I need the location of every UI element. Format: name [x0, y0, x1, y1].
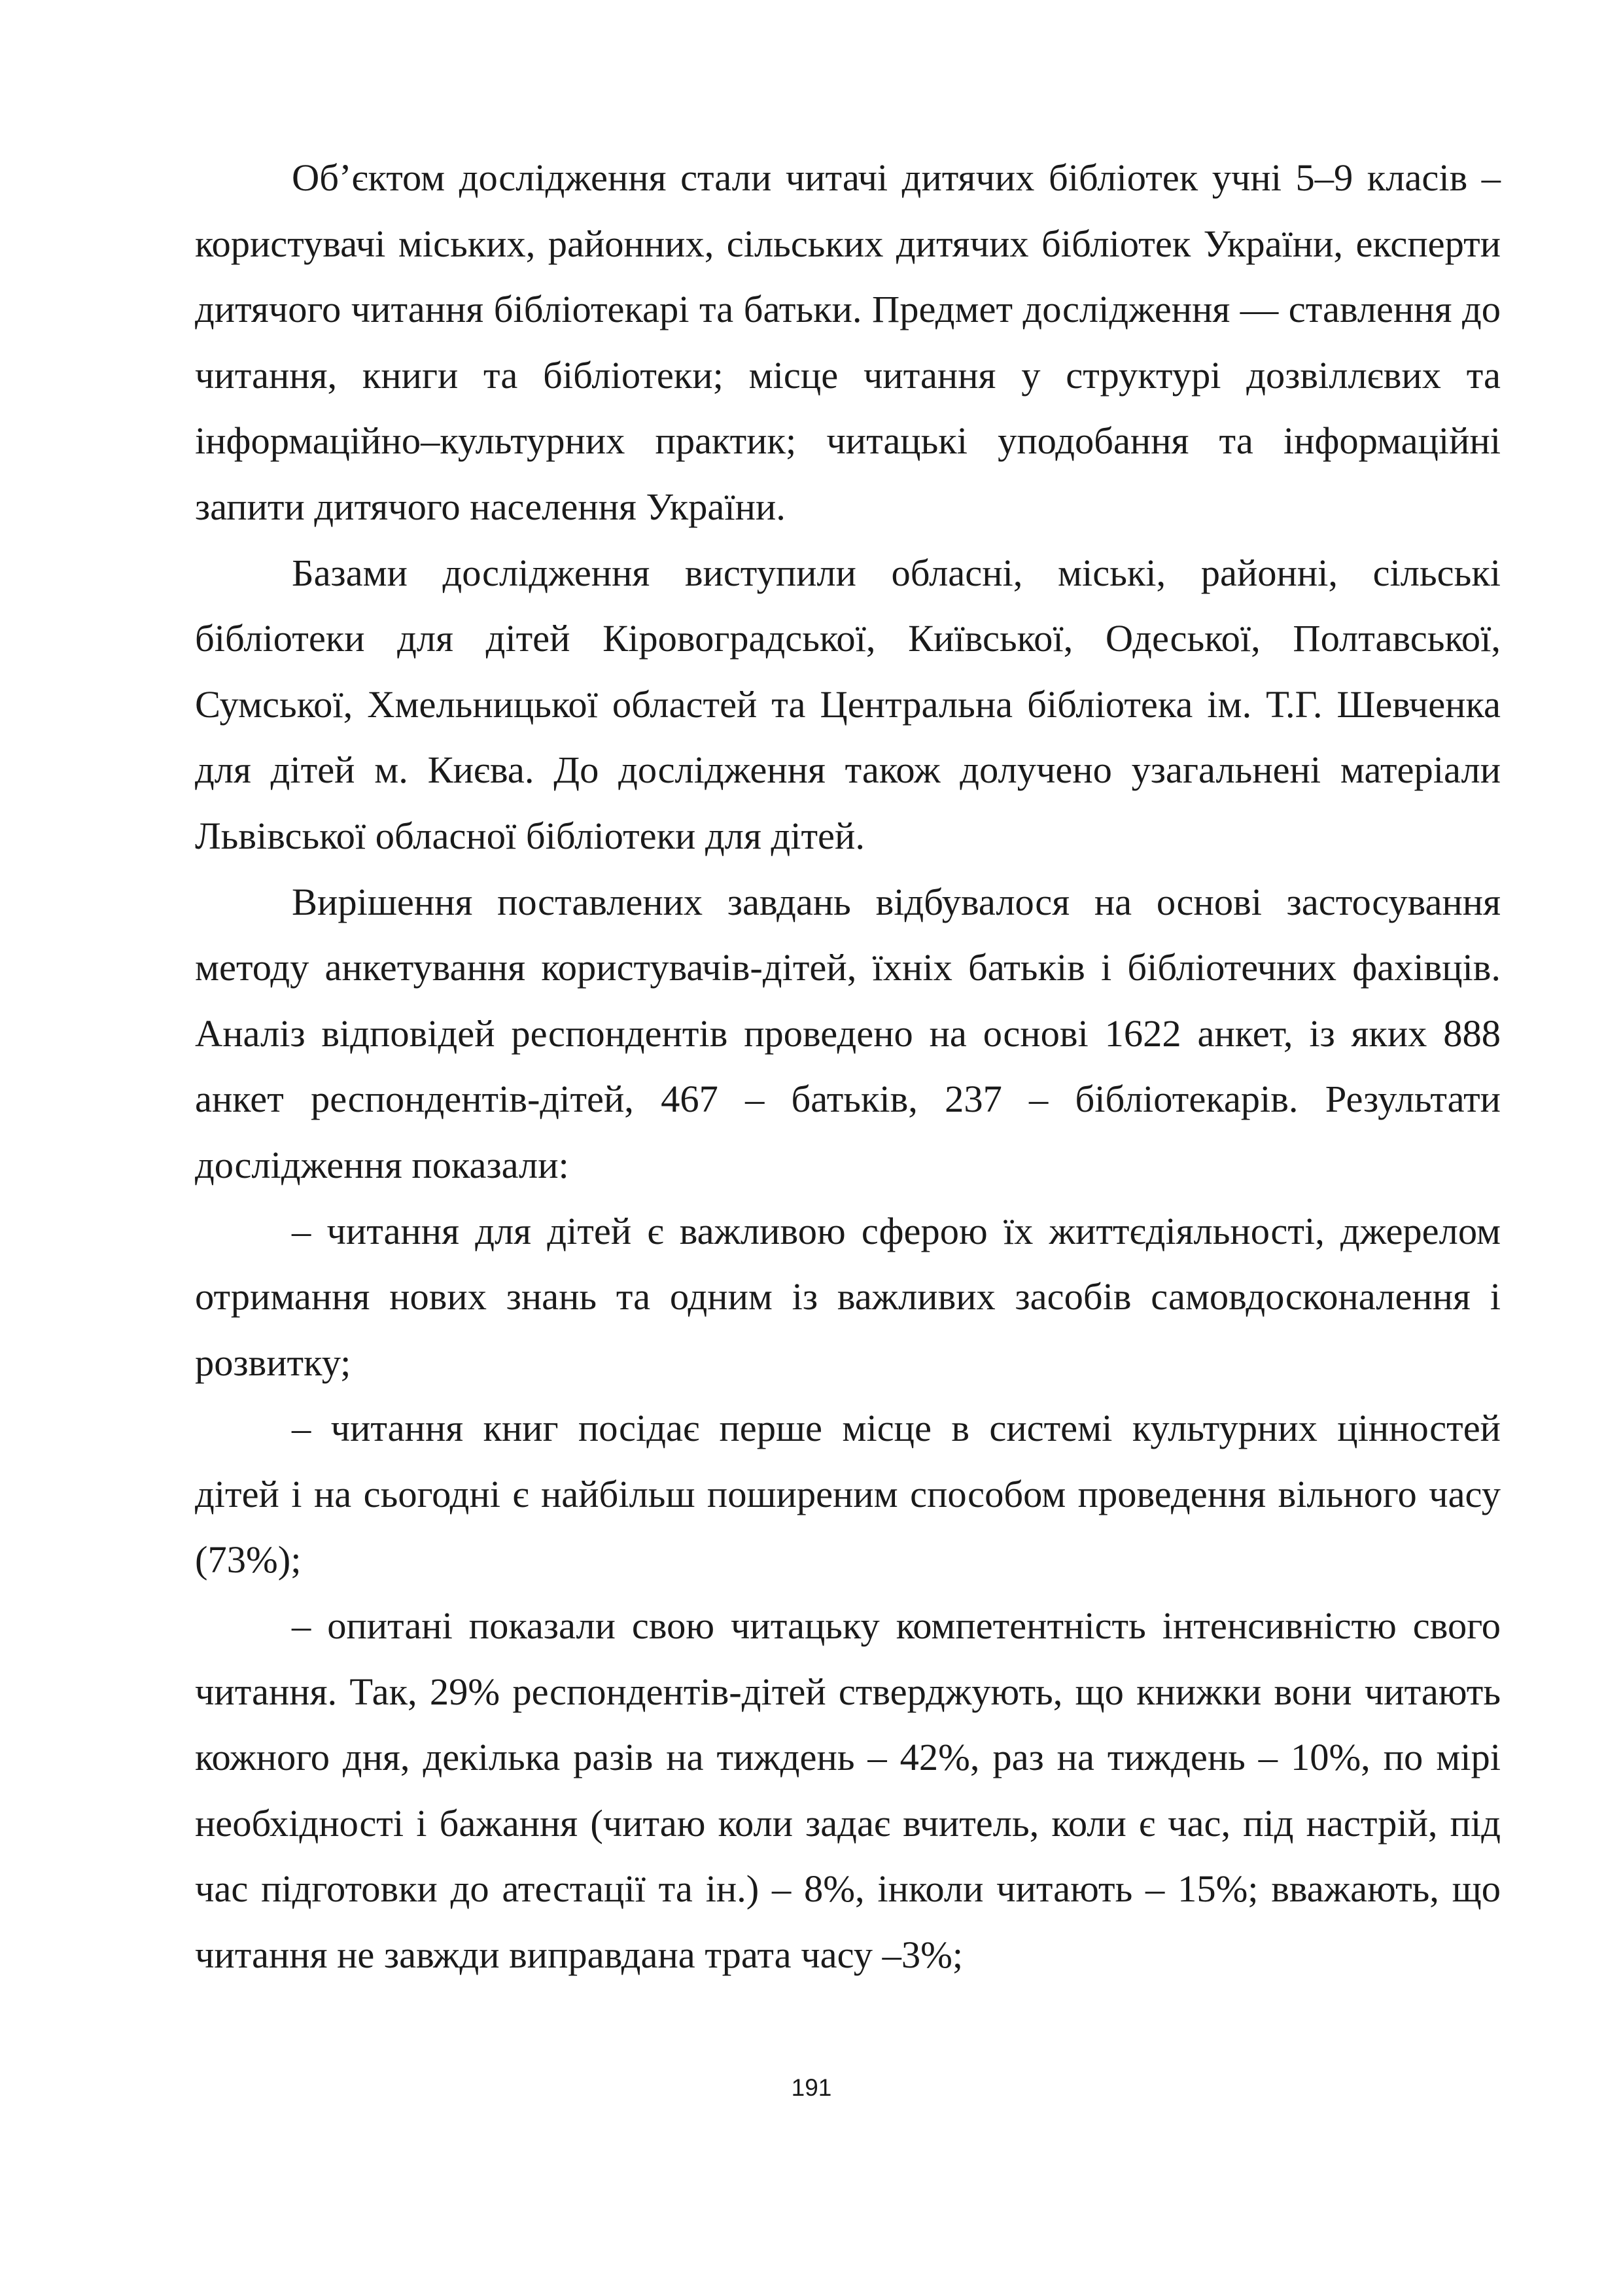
list-item-reading-leisure: – читання книг посідає перше місце в системі культурних цінностей дітей і на сьогодні є найбільш поширеним способом проведення вільного часу (73%); — [195, 1407, 1501, 1581]
list-item-reading-frequency: – опитані показали свою читацьку компетентність інтенсивністю свого читання. Так, 29% респондентів-дітей стверджують, що книжки вони читають кожного дня, декілька разів на тиждень – 42%, раз на тиждень – 10%, по мірі необхідності і бажання (читаю коли задає вчитель, коли є час, під настрій, під час підготовки до атестації та ін.) – 8%, інколи читають – 15%; вважають, що читання не завжди виправдана трата часу –3%; — [195, 1604, 1501, 1977]
body-text — [195, 145, 1501, 1988]
paragraph-research-bases: Базами дослідження виступили обласні, міські, районні, сільські бібліотеки для дітей Кіровоградської, Київської, Одеської, Полтавської, Сумської, Хмельницької областей та Центральна бібліотека ім. Т.Г. Шевченка для дітей м. Києва. До дослідження також долучено узагальнені матеріали Львівської обласної бібліотеки для дітей. — [195, 551, 1501, 857]
paragraph-methodology: Вирішення поставлених завдань відбувалося на основі застосування методу анкетування користувачів-дітей, їхніх батьків і бібліотечних фахівців. Аналіз відповідей респондентів проведено на основі 1622 анкет, із яких 888 анкет респондентів-дітей, 467 – батьків, 237 – бібліотекарів. Результати дослідження показали: — [195, 880, 1501, 1186]
page-number: 191 — [791, 2074, 832, 2101]
paragraph-research-object: Об’єктом дослідження стали читачі дитячих бібліотек учні 5–9 класів – користувачі міських, районних, сільських дитячих бібліотек України, експерти дитячого читання бібліотекарі та батьки. Предмет дослідження — ставлення до читання, книги та бібліотеки; місце читання у структурі дозвіллєвих та інформаційно–культурних практик; читацькі уподобання та інформаційні запити дитячого населення України. — [195, 156, 1501, 528]
list-item-reading-importance: – читання для дітей є важливою сферою їх життєдіяльності, джерелом отримання нових знань та одним із важливих засобів самовдосконалення і розвитку; — [195, 1209, 1501, 1384]
